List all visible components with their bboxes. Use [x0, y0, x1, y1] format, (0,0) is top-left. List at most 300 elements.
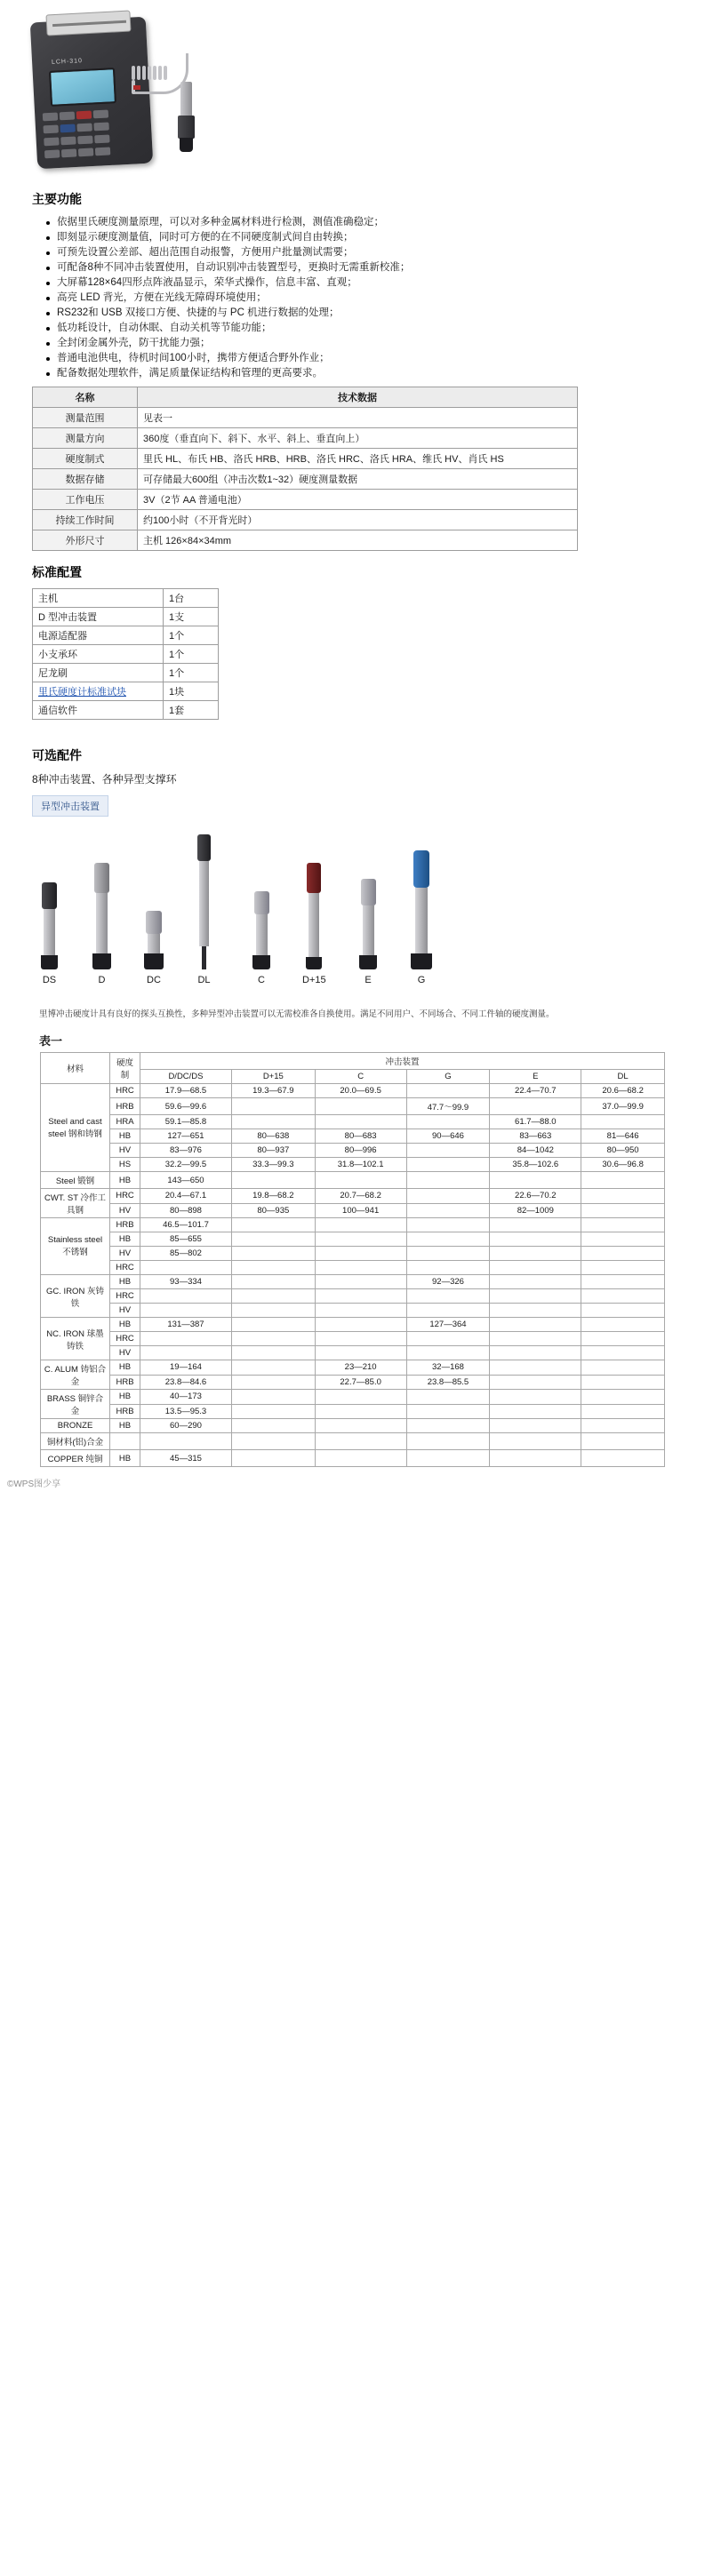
value-cell-c	[315, 1172, 406, 1189]
probe-cap	[42, 882, 57, 909]
probe-label: DL	[197, 975, 211, 985]
value-cell-dl	[581, 1404, 665, 1419]
value-cell-g	[406, 1450, 490, 1467]
config-item-name[interactable]: 里氏硬度计标准试块	[33, 682, 164, 701]
keypad-key	[76, 123, 92, 132]
value-cell-g	[406, 1332, 490, 1346]
config-item-qty: 1台	[164, 589, 219, 608]
value-cell-d: 20.4—67.1	[140, 1189, 232, 1204]
hardness-scale-cell: HB	[110, 1450, 140, 1467]
value-cell-dl	[581, 1375, 665, 1390]
hardness-scale-cell: HRB	[110, 1404, 140, 1419]
value-cell-dl	[581, 1450, 665, 1467]
material-table-row	[41, 1332, 665, 1346]
value-cell-c	[315, 1115, 406, 1129]
material-table-row	[41, 1189, 665, 1204]
value-cell-d15	[231, 1346, 315, 1360]
value-cell-d	[140, 1346, 232, 1360]
keypad-key	[60, 136, 76, 145]
spec-row-value: 主机 126×84×34mm	[138, 530, 578, 551]
config-item-name: 电源适配器	[33, 626, 164, 645]
printer-paper-line	[52, 20, 126, 27]
value-cell-d: 131—387	[140, 1318, 232, 1332]
value-cell-d: 85—655	[140, 1232, 232, 1247]
config-item-qty: 1套	[164, 701, 219, 720]
material-table-row	[41, 1275, 665, 1289]
value-cell-g: 32—168	[406, 1360, 490, 1376]
probe-item-dc	[144, 911, 164, 985]
value-cell-e	[490, 1318, 581, 1332]
material-table-row	[41, 1419, 665, 1433]
spec-row-value: 见表一	[138, 408, 578, 428]
value-cell-c	[315, 1232, 406, 1247]
material-name-cell: Steel 锻钢	[41, 1172, 110, 1189]
hardness-scale-cell: HRA	[110, 1115, 140, 1129]
probe-base	[306, 957, 322, 969]
hardness-scale-cell: HB	[110, 1390, 140, 1405]
feature-item: 可预先设置公差部、超出范围自动报警，方便用户批量测试需要；	[46, 245, 678, 260]
value-cell-d15: 19.8—68.2	[231, 1189, 315, 1204]
value-cell-e	[490, 1261, 581, 1275]
value-cell-d15	[231, 1098, 315, 1115]
hardness-scale-cell: HRC	[110, 1289, 140, 1304]
value-cell-e	[490, 1433, 581, 1450]
value-cell-c: 20.7—68.2	[315, 1189, 406, 1204]
value-cell-d: 85—802	[140, 1247, 232, 1261]
material-table-row	[41, 1144, 665, 1158]
value-cell-c: 80—996	[315, 1144, 406, 1158]
value-cell-e: 22.4—70.7	[490, 1084, 581, 1098]
value-cell-e	[490, 1232, 581, 1247]
value-cell-d15	[231, 1404, 315, 1419]
probe-base	[41, 955, 58, 969]
value-cell-d: 60—290	[140, 1419, 232, 1433]
header-device-d: D/DC/DS	[140, 1070, 232, 1084]
material-name-cell: GC. IRON 灰铸铁	[41, 1275, 110, 1318]
value-cell-c	[315, 1419, 406, 1433]
value-cell-d: 13.5—95.3	[140, 1404, 232, 1419]
value-cell-c	[315, 1247, 406, 1261]
value-cell-g	[406, 1346, 490, 1360]
value-cell-d15	[231, 1318, 315, 1332]
value-cell-e: 35.8—102.6	[490, 1158, 581, 1172]
config-item-name: 通信软件	[33, 701, 164, 720]
hardness-scale-cell: HRB	[110, 1098, 140, 1115]
value-cell-c: 23—210	[315, 1360, 406, 1376]
probe-needle	[202, 946, 206, 969]
feature-item: 高亮 LED 背光，方便在光线无障碍环境使用；	[46, 291, 678, 306]
value-cell-dl	[581, 1332, 665, 1346]
hardness-scale-cell: HV	[110, 1247, 140, 1261]
optional-title: 可选配件	[32, 748, 82, 762]
value-cell-c	[315, 1433, 406, 1450]
keypad-key	[93, 110, 108, 119]
value-cell-g	[406, 1084, 490, 1098]
value-cell-g: 47.7～99.9	[406, 1098, 490, 1115]
value-cell-dl	[581, 1218, 665, 1232]
probe-cap	[361, 879, 376, 905]
value-cell-d15	[231, 1218, 315, 1232]
value-cell-e	[490, 1275, 581, 1289]
config-row	[33, 682, 219, 701]
material-table-body	[41, 1084, 665, 1467]
value-cell-d: 17.9—68.5	[140, 1084, 232, 1098]
material-table-row	[41, 1261, 665, 1275]
value-cell-c: 31.8—102.1	[315, 1158, 406, 1172]
config-row	[33, 589, 219, 608]
value-cell-dl	[581, 1189, 665, 1204]
value-cell-d: 83—976	[140, 1144, 232, 1158]
material-table-row	[41, 1404, 665, 1419]
material-table-row	[41, 1289, 665, 1304]
optional-note: 里博冲击硬度计具有良好的探头互换性，多种异型冲击装置可以无需校准各自换使用。满足不同用户、不同场合、不同工件轴的硬度测量。	[39, 1009, 555, 1019]
value-cell-g: 90—646	[406, 1129, 490, 1144]
config-item-qty: 1个	[164, 626, 219, 645]
spec-row-label: 数据存储	[33, 469, 138, 490]
probe-cap	[307, 863, 321, 893]
value-cell-d15: 80—935	[231, 1203, 315, 1218]
value-cell-e	[490, 1172, 581, 1189]
value-cell-dl: 30.6—96.8	[581, 1158, 665, 1172]
value-cell-d: 46.5—101.7	[140, 1218, 232, 1232]
spec-table-row	[33, 428, 578, 449]
probe-base	[92, 953, 111, 969]
value-cell-d: 127—651	[140, 1129, 232, 1144]
value-cell-dl	[581, 1261, 665, 1275]
value-cell-d15	[231, 1419, 315, 1433]
feature-item: RS232和 USB 双接口方便、快捷的与 PC 机进行数据的处理；	[46, 306, 678, 321]
config-row	[33, 626, 219, 645]
probe-stem	[96, 893, 108, 953]
config-item-qty: 1支	[164, 608, 219, 626]
material-name-cell: COPPER 纯铜	[41, 1450, 110, 1467]
material-name-cell: C. ALUM 铸铝合金	[41, 1360, 110, 1390]
value-cell-d15	[231, 1261, 315, 1275]
value-cell-e	[490, 1332, 581, 1346]
spec-table-header-row	[33, 387, 578, 408]
probe-base	[411, 953, 432, 969]
header-device-e: E	[490, 1070, 581, 1084]
spec-row-value: 可存储最大600组（冲击次数1~32）硬度测量数据	[138, 469, 578, 490]
value-cell-g	[406, 1289, 490, 1304]
value-cell-d: 32.2—99.5	[140, 1158, 232, 1172]
probe-label: D+15	[302, 975, 326, 985]
feature-item: 配备数据处理软件，满足质量保证结构和管理的更高要求。	[46, 366, 678, 381]
hardness-scale-cell: HRC	[110, 1261, 140, 1275]
spec-table	[32, 387, 578, 551]
keypad-key	[44, 137, 59, 146]
optional-badge: 异型冲击装置	[32, 795, 108, 817]
feature-item: 依据里氏硬度测量原理，可以对多种金属材料进行检测，测值准确稳定；	[46, 215, 678, 230]
value-cell-d	[140, 1289, 232, 1304]
value-cell-e	[490, 1450, 581, 1467]
spec-row-value: 360度（垂直向下、斜下、水平、斜上、垂直向上）	[138, 428, 578, 449]
material-table-row	[41, 1172, 665, 1189]
spec-row-label: 工作电压	[33, 490, 138, 510]
probe-item-d	[92, 863, 111, 985]
value-cell-g	[406, 1232, 490, 1247]
value-cell-c	[315, 1304, 406, 1318]
material-table-row	[41, 1115, 665, 1129]
value-cell-g	[406, 1189, 490, 1204]
value-cell-dl: 81—646	[581, 1129, 665, 1144]
material-name-cell: BRONZE	[41, 1419, 110, 1433]
keypad-key	[95, 147, 110, 156]
feature-item: 大屏幕128×64四形点阵液晶显示，荣华式操作，信息丰富、直观；	[46, 275, 678, 291]
spec-table-row	[33, 530, 578, 551]
value-cell-c	[315, 1390, 406, 1405]
probe-label: C	[258, 975, 265, 985]
header-impact-device: 冲击装置	[140, 1053, 665, 1070]
config-row	[33, 645, 219, 664]
material-table-header-row	[41, 1053, 665, 1070]
value-cell-g	[406, 1433, 490, 1450]
spec-row-value: 里氏 HL、布氏 HB、洛氏 HRB、HRB、洛氏 HRC、洛氏 HRA、维氏 HV、肖氏 HS	[138, 449, 578, 469]
value-cell-e	[490, 1375, 581, 1390]
probe-label: E	[365, 975, 372, 985]
hardness-scale-cell: HRB	[110, 1218, 140, 1232]
value-cell-d15	[231, 1115, 315, 1129]
probe-cap	[197, 834, 211, 861]
value-cell-c	[315, 1346, 406, 1360]
probe-label: DS	[42, 975, 57, 985]
material-table	[40, 1052, 665, 1467]
hardness-scale-cell: HB	[110, 1232, 140, 1247]
value-cell-d: 143—650	[140, 1172, 232, 1189]
value-cell-d: 23.8—84.6	[140, 1375, 232, 1390]
value-cell-dl	[581, 1360, 665, 1376]
probe-stem	[308, 893, 319, 957]
value-cell-c	[315, 1275, 406, 1289]
optional-subtitle: 8种冲击装置、各种异型支撑环	[32, 773, 177, 786]
value-cell-d15	[231, 1289, 315, 1304]
material-table-caption: 表一	[39, 1034, 63, 1048]
value-cell-d: 45—315	[140, 1450, 232, 1467]
spec-row-label: 外形尺寸	[33, 530, 138, 551]
value-cell-d15	[231, 1247, 315, 1261]
value-cell-g: 23.8—85.5	[406, 1375, 490, 1390]
value-cell-g	[406, 1115, 490, 1129]
material-table-row	[41, 1098, 665, 1115]
probe-item-c	[252, 891, 270, 985]
keypad-key	[78, 148, 93, 156]
material-name-cell: 铜材料(铝)合金	[41, 1433, 110, 1450]
probe-tip	[180, 138, 193, 152]
cable-red-band	[133, 85, 140, 90]
value-cell-d: 59.1—85.8	[140, 1115, 232, 1129]
hardness-scale-cell: HV	[110, 1346, 140, 1360]
printer-slot-icon	[45, 11, 131, 36]
keypad-key	[94, 134, 109, 143]
probe-label: G	[417, 975, 426, 985]
value-cell-d	[140, 1304, 232, 1318]
value-cell-g: 127—364	[406, 1318, 490, 1332]
spec-row-label: 测量范围	[33, 408, 138, 428]
hardness-scale-cell: HRC	[110, 1084, 140, 1098]
value-cell-d15: 80—638	[231, 1129, 315, 1144]
value-cell-d15: 19.3—67.9	[231, 1084, 315, 1098]
value-cell-e	[490, 1289, 581, 1304]
value-cell-c	[315, 1450, 406, 1467]
value-cell-d15: 33.3—99.3	[231, 1158, 315, 1172]
value-cell-d	[140, 1433, 232, 1450]
material-name-cell: Stainless steel 不锈钢	[41, 1218, 110, 1275]
material-name-cell: BRASS 铜锌合金	[41, 1390, 110, 1419]
probe-stem	[363, 905, 374, 955]
header-device-dl: DL	[581, 1070, 665, 1084]
keypad-key	[76, 111, 92, 120]
value-cell-c	[315, 1404, 406, 1419]
value-cell-e: 82—1009	[490, 1203, 581, 1218]
value-cell-g	[406, 1261, 490, 1275]
probe-cap	[94, 863, 109, 893]
spec-table-row	[33, 469, 578, 490]
material-table-row	[41, 1346, 665, 1360]
hardness-scale-cell: HB	[110, 1172, 140, 1189]
value-cell-d15	[231, 1433, 315, 1450]
device-keypad	[42, 108, 126, 159]
probe-stem	[44, 909, 55, 955]
probe-label: DC	[147, 975, 161, 985]
value-cell-d	[140, 1332, 232, 1346]
value-cell-g	[406, 1203, 490, 1218]
value-cell-c	[315, 1318, 406, 1332]
keypad-key	[44, 149, 60, 158]
value-cell-e	[490, 1419, 581, 1433]
material-table-row	[41, 1232, 665, 1247]
value-cell-dl	[581, 1346, 665, 1360]
config-item-qty: 1个	[164, 664, 219, 682]
device-model-label: LCH-310	[51, 58, 84, 66]
value-cell-d15	[231, 1375, 315, 1390]
hardness-scale-cell: HRB	[110, 1375, 140, 1390]
material-table-row	[41, 1433, 665, 1450]
value-cell-g	[406, 1419, 490, 1433]
value-cell-d	[140, 1261, 232, 1275]
probe-base	[359, 955, 377, 969]
probe-item-g	[411, 850, 432, 985]
value-cell-e	[490, 1404, 581, 1419]
features-title: 主要功能	[32, 192, 82, 206]
spec-row-value: 3V（2节 AA 普通电池）	[138, 490, 578, 510]
hardness-scale-cell	[110, 1433, 140, 1450]
probe-item-d15	[302, 863, 326, 985]
value-cell-e: 61.7—88.0	[490, 1115, 581, 1129]
value-cell-e: 83—663	[490, 1129, 581, 1144]
spec-header-name: 名称	[33, 387, 138, 408]
keypad-key	[61, 148, 76, 157]
probe-cap	[146, 911, 162, 934]
value-cell-dl: 20.6—68.2	[581, 1084, 665, 1098]
material-table-row	[41, 1360, 665, 1376]
value-cell-dl	[581, 1232, 665, 1247]
material-name-cell: Steel and cast steel 钢和铸钢	[41, 1084, 110, 1172]
material-table-row	[41, 1247, 665, 1261]
probe-item-e	[359, 879, 377, 985]
spec-table-row	[33, 510, 578, 530]
config-item-name: D 型冲击装置	[33, 608, 164, 626]
spec-table-row	[33, 449, 578, 469]
value-cell-dl	[581, 1318, 665, 1332]
probe-base	[144, 953, 164, 969]
value-cell-d: 80—898	[140, 1203, 232, 1218]
hardness-scale-cell: HB	[110, 1318, 140, 1332]
value-cell-g	[406, 1218, 490, 1232]
value-cell-d15	[231, 1172, 315, 1189]
value-cell-dl	[581, 1172, 665, 1189]
value-cell-c	[315, 1261, 406, 1275]
value-cell-c	[315, 1332, 406, 1346]
probe-cap	[413, 850, 429, 888]
value-cell-d: 19—164	[140, 1360, 232, 1376]
value-cell-c: 80—683	[315, 1129, 406, 1144]
material-table-row	[41, 1084, 665, 1098]
value-cell-d: 93—334	[140, 1275, 232, 1289]
config-item-qty: 1块	[164, 682, 219, 701]
material-name-cell: NC. IRON 球墨铸铁	[41, 1318, 110, 1360]
hardness-scale-cell: HB	[110, 1275, 140, 1289]
value-cell-d15	[231, 1304, 315, 1318]
value-cell-dl: 80—950	[581, 1144, 665, 1158]
value-cell-c	[315, 1289, 406, 1304]
value-cell-g	[406, 1404, 490, 1419]
value-cell-e	[490, 1098, 581, 1115]
value-cell-dl	[581, 1115, 665, 1129]
value-cell-d15	[231, 1390, 315, 1405]
value-cell-c: 22.7—85.0	[315, 1375, 406, 1390]
value-cell-dl: 37.0—99.9	[581, 1098, 665, 1115]
value-cell-g: 92—326	[406, 1275, 490, 1289]
feature-item: 低功耗设计，自动休眠、自动关机等节能功能；	[46, 321, 678, 336]
feature-item: 普通电池供电，待机时间100小时，携带方便适合野外作业；	[46, 351, 678, 366]
value-cell-dl	[581, 1203, 665, 1218]
value-cell-g	[406, 1172, 490, 1189]
config-row	[33, 701, 219, 720]
value-cell-d15	[231, 1275, 315, 1289]
material-table-row	[41, 1218, 665, 1232]
header-device-d15: D+15	[231, 1070, 315, 1084]
probe-lineup	[0, 822, 705, 1009]
value-cell-dl	[581, 1247, 665, 1261]
value-cell-g	[406, 1158, 490, 1172]
hardness-scale-cell: HB	[110, 1419, 140, 1433]
spec-table-row	[33, 408, 578, 428]
value-cell-g	[406, 1304, 490, 1318]
hardness-scale-cell: HV	[110, 1304, 140, 1318]
value-cell-d15	[231, 1360, 315, 1376]
value-cell-g	[406, 1144, 490, 1158]
probe-item-ds	[41, 882, 58, 985]
material-table-row	[41, 1375, 665, 1390]
probe-cap	[254, 891, 269, 914]
hardness-scale-cell: HB	[110, 1129, 140, 1144]
header-device-g: G	[406, 1070, 490, 1084]
spec-row-label: 硬度制式	[33, 449, 138, 469]
header-device-c: C	[315, 1070, 406, 1084]
probe-stem	[415, 888, 428, 953]
keypad-key	[60, 112, 75, 121]
keypad-key	[93, 122, 108, 131]
spec-row-label: 持续工作时间	[33, 510, 138, 530]
keypad-key	[43, 112, 58, 121]
hardness-scale-cell: HV	[110, 1144, 140, 1158]
value-cell-dl	[581, 1275, 665, 1289]
features-list	[32, 215, 678, 381]
value-cell-dl	[581, 1304, 665, 1318]
device-lcd-screen	[49, 68, 116, 107]
keypad-key	[77, 135, 92, 144]
material-table-row	[41, 1129, 665, 1144]
